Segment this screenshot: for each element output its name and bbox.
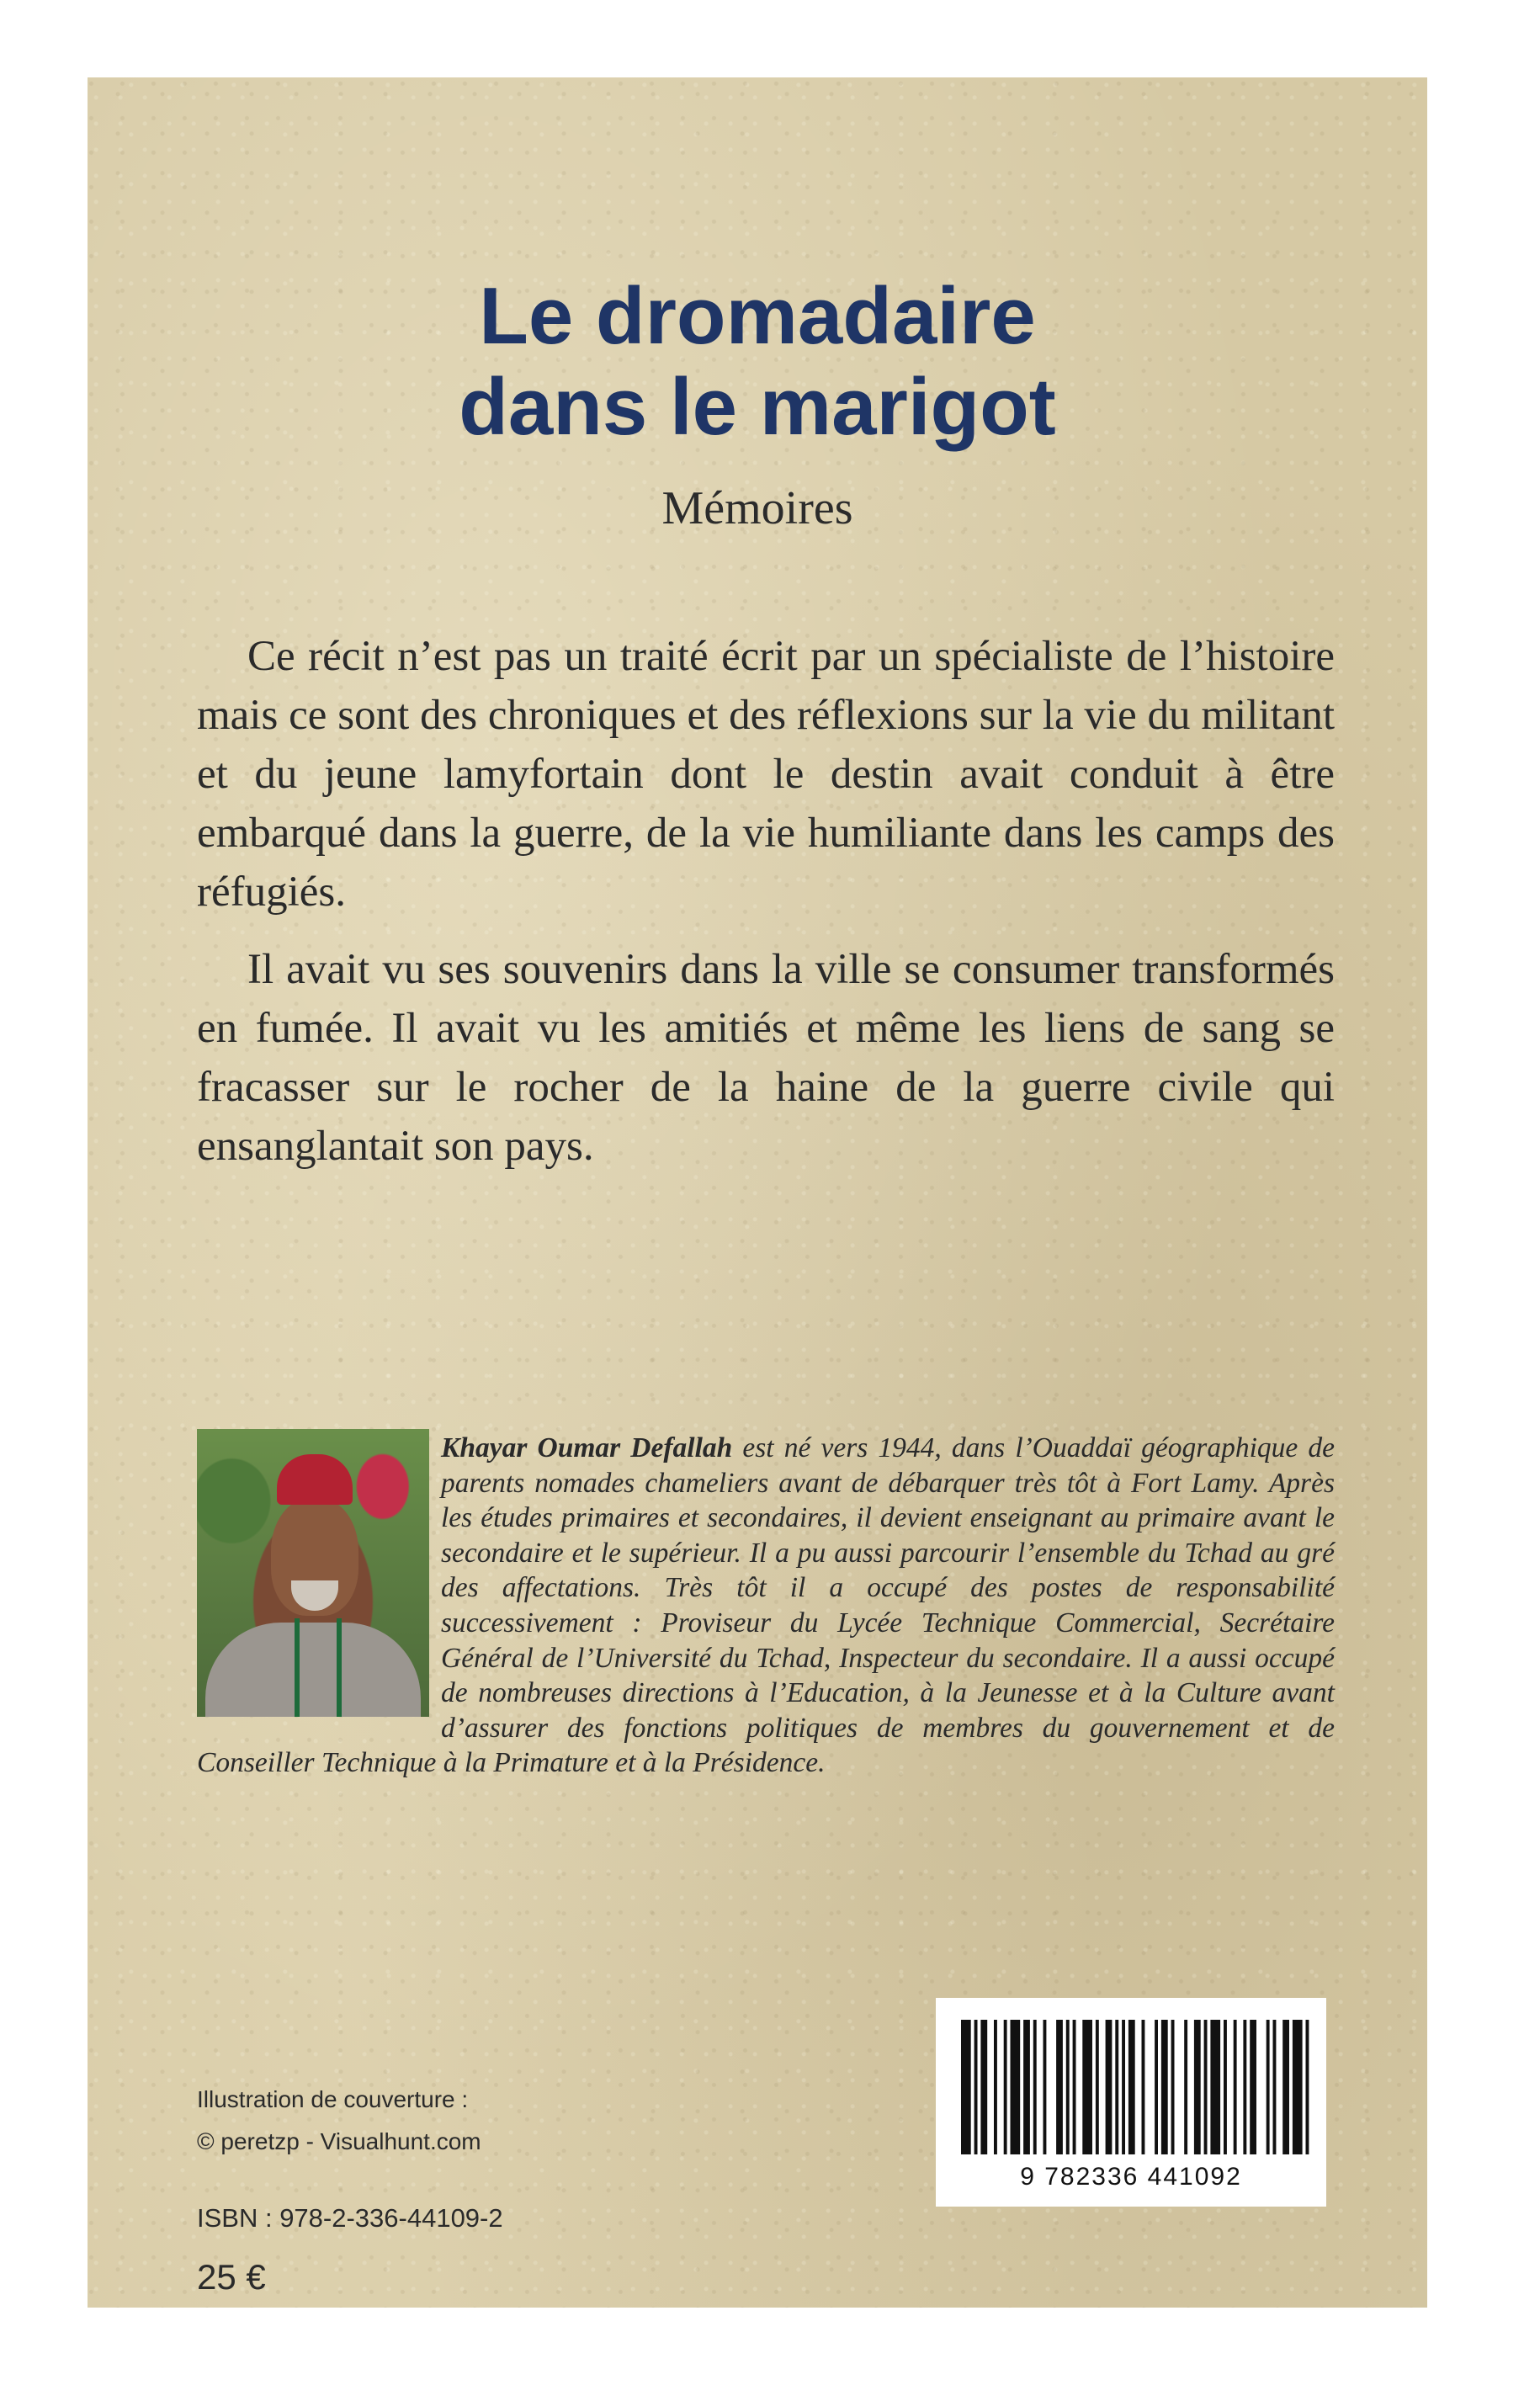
- barcode-bar: [1234, 2020, 1237, 2154]
- credits-line-2: © peretzp - Visualhunt.com: [197, 2128, 481, 2154]
- author-bio-text: est né vers 1944, dans l’Ouaddaï géographique de parents nomades chameliers avant de débarquer très tôt à Fort Lamy. Après les études primaires et secondaires, il devient enseignant au primaire avant le secondaire et le supérieur. Il a pu aussi parcourir l’ensemble du Tchad au gré des affectations. Très tôt il a occupé des postes de responsabilité successivement : Proviseur du Lycée Technique Commercial, Secrétaire Général de l’Université du Tchad, Inspecteur du secondaire. Il a aussi occupé de nombreuses directions à l’Education, à la Jeunesse et à la Culture avant d’assurer des fonctions politiques de membres du gouvernement et de Conseiller Technique à la Primature et à la Présidence.: [197, 1432, 1335, 1779]
- barcode-bar: [1023, 2020, 1030, 2154]
- barcode-bar: [1043, 2020, 1047, 2154]
- barcode-bar: [1293, 2020, 1303, 2154]
- blurb: [197, 627, 1335, 1194]
- barcode-bar: [1004, 2020, 1007, 2154]
- barcode-bar: [1306, 2020, 1309, 2154]
- back-cover: [88, 77, 1427, 2308]
- barcode-bar: [1184, 2020, 1187, 2154]
- isbn: ISBN : 978-2-336-44109-2: [197, 2203, 503, 2233]
- barcode-bar: [1115, 2020, 1118, 2154]
- barcode-bar: [1082, 2020, 1092, 2154]
- barcode-bar: [1073, 2020, 1076, 2154]
- title-line-2: dans le marigot: [459, 362, 1056, 452]
- barcode-bar: [1243, 2020, 1246, 2154]
- barcode-bar: [1056, 2020, 1063, 2154]
- barcode-bar: [1161, 2020, 1168, 2154]
- barcode-bar: [1122, 2020, 1125, 2154]
- barcode-bar: [1194, 2020, 1201, 2154]
- barcode-bar: [994, 2020, 997, 2154]
- barcode-bar: [961, 2020, 971, 2154]
- author-name: Khayar Oumar Defallah: [441, 1432, 733, 1463]
- barcode-bar: [1171, 2020, 1175, 2154]
- barcode-bar: [1106, 2020, 1113, 2154]
- barcode-bar: [1033, 2020, 1037, 2154]
- barcode-bar: [1282, 2020, 1289, 2154]
- blurb-paragraph-1: Ce récit n’est pas un traité écrit par un spécialiste de l’histoire mais ce sont des chroniques et des réflexions sur la vie du militant et du jeune lamyfortain dont le destin avait conduit à être embarqué dans la guerre, de la vie humiliante dans les camps des réfugiés.: [197, 633, 1335, 916]
- barcode-bar: [1142, 2020, 1145, 2154]
- barcode-bar: [1224, 2020, 1227, 2154]
- barcode-graphic: [936, 1998, 1326, 2207]
- barcode-bar: [1066, 2020, 1070, 2154]
- barcode-bar: [1210, 2020, 1220, 2154]
- barcode-bar: [974, 2020, 978, 2154]
- barcode-bar: [1204, 2020, 1208, 2154]
- book-title: [88, 271, 1427, 453]
- title-line-1: Le dromadaire: [479, 271, 1036, 361]
- author-bio: [197, 1431, 1335, 1781]
- barcode-bar: [980, 2020, 987, 2154]
- barcode-digits: 9 782336 441092: [1020, 2163, 1242, 2191]
- barcode-bar: [1128, 2020, 1135, 2154]
- book-subtitle: Mémoires: [661, 482, 853, 534]
- barcode-bar: [1155, 2020, 1158, 2154]
- barcode-bar: [1011, 2020, 1021, 2154]
- barcode-bar: [1267, 2020, 1270, 2154]
- barcode-bar: [1096, 2020, 1099, 2154]
- barcode-bar: [1250, 2020, 1256, 2154]
- credits-line-1: Illustration de couverture :: [197, 2086, 469, 2112]
- barcode-bar: [1273, 2020, 1277, 2154]
- price: 25 €: [197, 2257, 266, 2297]
- cover-credits: [197, 2079, 481, 2163]
- blurb-paragraph-2: Il avait vu ses souvenirs dans la ville se consumer transformés en fumée. Il avait vu les amitiés et même les liens de sang se fracasser sur le rocher de la haine de la guerre civile qui ensanglantait son pays.: [197, 946, 1335, 1170]
- barcode: [936, 1998, 1326, 2207]
